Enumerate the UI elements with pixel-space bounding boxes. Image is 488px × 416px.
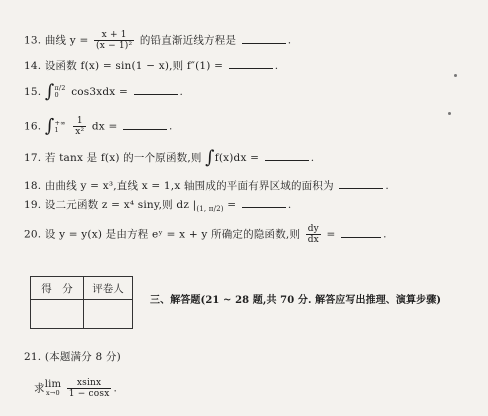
limit-operator [45, 380, 61, 398]
speck-mark [448, 112, 451, 115]
evaluation-point: (1, π/2) [196, 205, 224, 214]
integrand: f(x)dx = [214, 152, 260, 164]
section-title: 三、解答题(21 ~ 28 题,共 70 分. 解答应写出推理、演算步骤) [150, 295, 442, 306]
fraction-numerator: xsinx [67, 378, 112, 389]
answer-blank[interactable] [123, 119, 167, 130]
integral-sign: ∫ [205, 147, 215, 168]
answer-blank[interactable] [242, 33, 286, 44]
question-19 [24, 197, 291, 216]
equals: = [326, 228, 336, 241]
question-number: 17. [24, 152, 42, 164]
period: . [310, 152, 315, 164]
question-text: 设二元函数 z = x⁴ siny,则 dz | [44, 199, 197, 211]
fraction [73, 116, 86, 137]
question-14 [24, 58, 278, 73]
question-text: 由曲线 y = x³,直线 x = 1,x 轴围成的平面有界区域的面积为 [44, 180, 334, 192]
equals: = [227, 199, 237, 211]
question-20 [24, 224, 387, 245]
fraction-denominator: dx [307, 235, 319, 245]
lim-subscript: x→0 [46, 388, 60, 397]
integral-sign: ∫ [44, 115, 55, 137]
question-number: 13. [24, 34, 42, 47]
question-16 [24, 116, 173, 137]
lower-limit: 0 [54, 91, 59, 99]
question-number: 18. [24, 180, 42, 192]
period: . [383, 228, 387, 241]
answer-blank[interactable] [242, 197, 286, 208]
question-number: 19. [24, 199, 42, 211]
question-text: 的铅直渐近线方程是 [139, 34, 237, 47]
speck-mark [454, 74, 457, 77]
question-17 [24, 147, 315, 168]
fraction [67, 378, 112, 399]
question-text: 曲线 y = [44, 34, 89, 47]
question-18 [24, 178, 389, 193]
question-text: 设函数 f(x) = sin(1 − x),则 f″(1) = [44, 60, 224, 72]
question-21-header: 21. (本题满分 8 分) [24, 351, 121, 363]
period: . [287, 199, 292, 211]
lim-label: lim [44, 378, 62, 390]
answer-blank[interactable] [265, 150, 309, 161]
question-21-body [34, 378, 117, 399]
fraction-numerator: 1 [73, 116, 86, 127]
period: . [385, 180, 389, 192]
grader-header: 评卷人 [84, 277, 133, 300]
fraction-denominator: 1 − cosx [68, 389, 110, 399]
lower-limit: 1 [54, 125, 59, 134]
score-cell[interactable] [31, 300, 84, 329]
fraction [306, 224, 321, 245]
score-header: 得 分 [31, 277, 84, 300]
period: . [274, 60, 279, 72]
upper-limit: +∞ [54, 118, 66, 127]
answer-blank[interactable] [339, 178, 383, 189]
question-text: cos3xdx = [71, 86, 128, 98]
answer-blank[interactable] [341, 227, 381, 238]
integral-limits [54, 120, 65, 134]
fraction-denominator: (x − 1)² [96, 41, 133, 51]
question-text: 设 y = y(x) 是由方程 eʸ = x + y 所确定的隐函数,则 [44, 228, 301, 241]
answer-blank[interactable] [229, 58, 273, 69]
integral-sign: ∫ [44, 81, 55, 102]
score-table [30, 276, 133, 329]
fraction-denominator: x² [75, 127, 85, 137]
fraction [94, 30, 134, 51]
fraction-numerator: x + 1 [94, 30, 134, 41]
fraction-numerator: dy [307, 224, 319, 234]
question-13 [24, 30, 291, 51]
period: . [179, 86, 184, 98]
question-15 [24, 81, 184, 102]
period: . [113, 382, 118, 395]
question-number: 14. [24, 60, 42, 72]
question-text: 求 [34, 382, 45, 395]
grader-cell[interactable] [84, 300, 133, 329]
question-number: 15. [24, 86, 42, 98]
question-number: 16. [24, 120, 42, 133]
upper-limit: π/2 [54, 84, 66, 92]
answer-blank[interactable] [134, 84, 178, 95]
question-text: dx = [91, 120, 118, 133]
period: . [169, 120, 173, 133]
period: . [287, 34, 292, 47]
question-number: 20. [24, 228, 42, 241]
question-text: 若 tanx 是 f(x) 的一个原函数,则 [44, 152, 202, 164]
integral-limits [54, 85, 65, 99]
